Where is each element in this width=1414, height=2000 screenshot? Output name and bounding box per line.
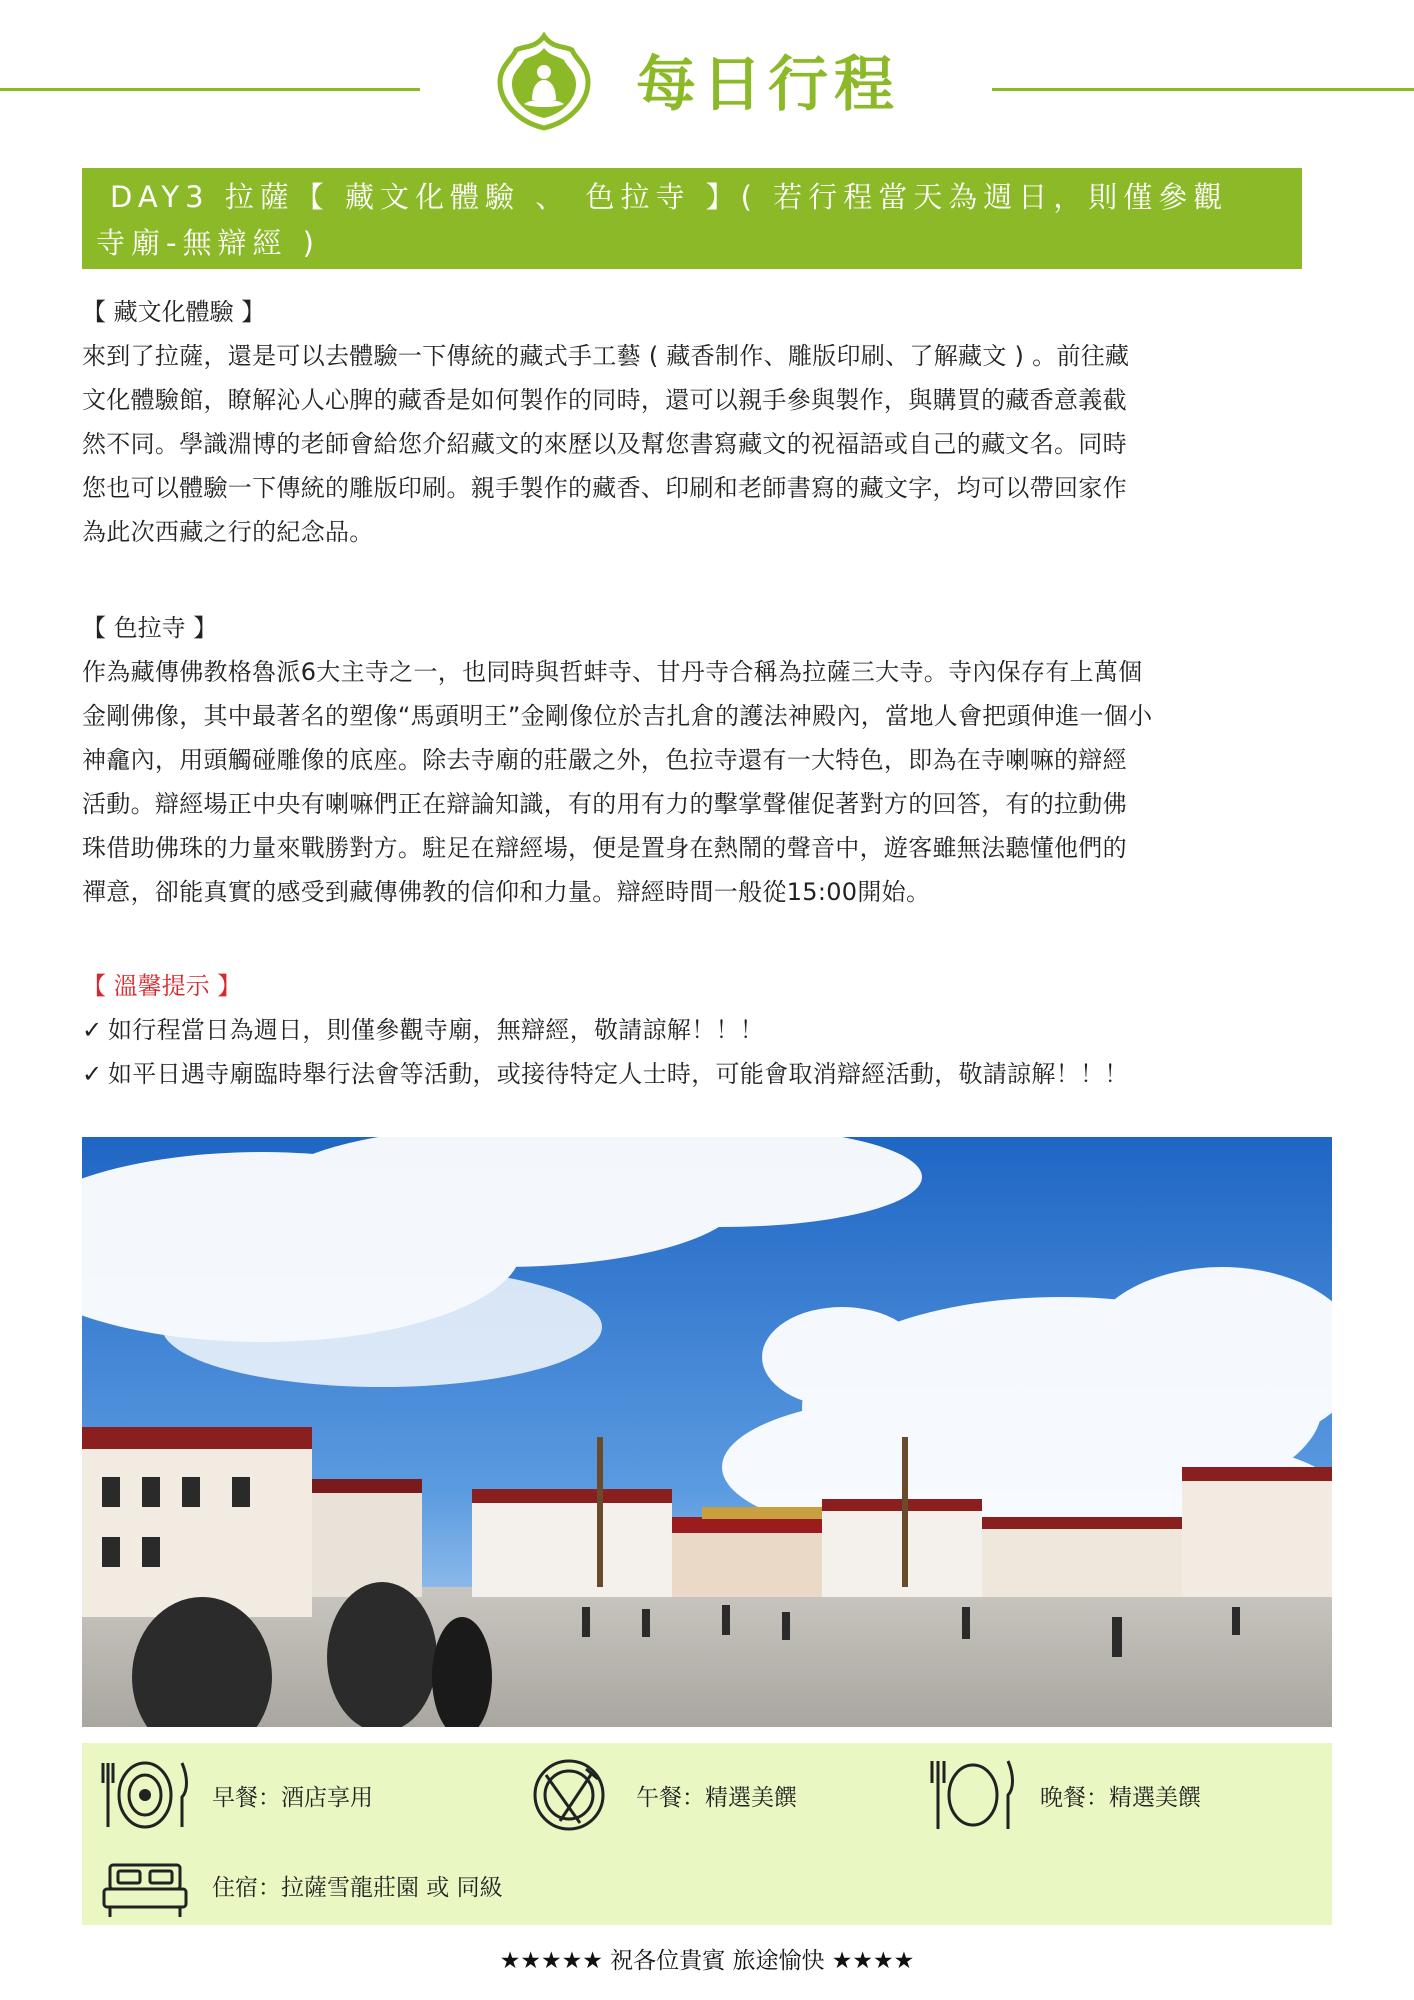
page-title: 每日行程 [636,50,900,120]
breakfast-plate-icon [100,1757,190,1833]
dinner-item [928,1757,1201,1833]
bed-icon [100,1847,190,1923]
culture-section [82,290,1318,554]
sera-line: 珠借助佛珠的力量來戰勝對方。駐足在辯經場，便是置身在熱鬧的聲音中，遊客雖無法聽懂他們的 [82,834,1127,862]
hotel-item [100,1847,503,1923]
sera-line: 神龕內，用頭觸碰雕像的底座。除去寺廟的莊嚴之外，色拉寺還有一大特色，即為在寺喇嘛的辯經 [82,746,1127,774]
culture-line: 文化體驗館，瞭解沁人心脾的藏香是如何製作的同時，還可以親手參與製作，與購買的藏香意義截 [82,386,1127,414]
sera-section [82,606,1318,914]
day-banner [82,168,1302,269]
meals-panel [82,1743,1332,1925]
sera-line: 金剛佛像，其中最著名的塑像“馬頭明王”金剛像位於吉扎倉的護法神殿內，當地人會把頭伸進一個小 [82,702,1153,730]
culture-line: 來到了拉薩，還是可以去體驗一下傳統的藏式手工藝 ( 藏香制作、雕版印刷、了解藏文 ) 。前往藏 [82,342,1130,370]
culture-line: 然不同。學識淵博的老師會給您介紹藏文的來歷以及幫您書寫藏文的祝福語或自己的藏文名。同時 [82,430,1127,458]
check-icon: ✓ [82,1016,103,1044]
header-right-rule [992,88,1414,91]
footer-greeting: ★★★★★ 祝各位貴賓 旅途愉快 ★★★★ [499,1948,915,1974]
dinner-plate-icon [928,1757,1018,1833]
dinner-label: 晚餐：精選美饌 [1040,1784,1201,1811]
lunch-item [524,1757,797,1833]
tip-item [82,1052,1318,1096]
tip-text: 如平日遇寺廟臨時舉行法會等活動，或接待特定人士時，可能會取消辯經活動，敬請諒解！！！ [108,1060,1129,1088]
sera-heading: 【 色拉寺 】 [82,614,218,642]
culture-line: 為此次西藏之行的紀念品。 [82,518,374,546]
sera-line: 活動。辯經場正中央有喇嘛們正在辯論知識，有的用有力的擊掌聲催促著對方的回答，有的拉動佛 [82,790,1127,818]
breakfast-item [100,1757,373,1833]
day-banner-line1: DAY3 拉薩【 藏文化體驗 、 色拉寺 】( 若行程當天為週日，則僅參觀 [110,180,1229,214]
sera-line: 作為藏傳佛教格魯派6大主寺之一，也同時與哲蚌寺、甘丹寺合稱為拉薩三大寺。寺內保存有上萬個 [82,658,1143,686]
jokhang-square-photo [82,1137,1332,1727]
tip-item [82,1008,1318,1052]
check-icon: ✓ [82,1060,103,1088]
header-left-rule [0,88,420,91]
tip-text: 如行程當日為週日，則僅參觀寺廟，無辯經，敬請諒解！！！ [108,1016,765,1044]
buddha-lotus-icon [492,30,596,134]
culture-heading: 【 藏文化體驗 】 [82,298,266,326]
culture-line: 您也可以體驗一下傳統的雕版印刷。親手製作的藏香、印刷和老師書寫的藏文字，均可以帶回家作 [82,474,1127,502]
tips-heading: 【 溫馨提示 】 [82,972,242,1000]
lunch-label: 午餐：精選美饌 [636,1784,797,1811]
breakfast-label: 早餐：酒店享用 [212,1784,373,1811]
day-banner-line2: 寺廟-無辯經 ) [96,226,320,260]
sera-line: 禪意，卻能真實的感受到藏傳佛教的信仰和力量。辯經時間一般從15:00開始。 [82,878,931,906]
tips-section [82,964,1318,1096]
lunch-plate-icon [524,1757,614,1833]
hotel-label: 住宿：拉薩雪龍莊園 或 同級 [212,1874,503,1901]
